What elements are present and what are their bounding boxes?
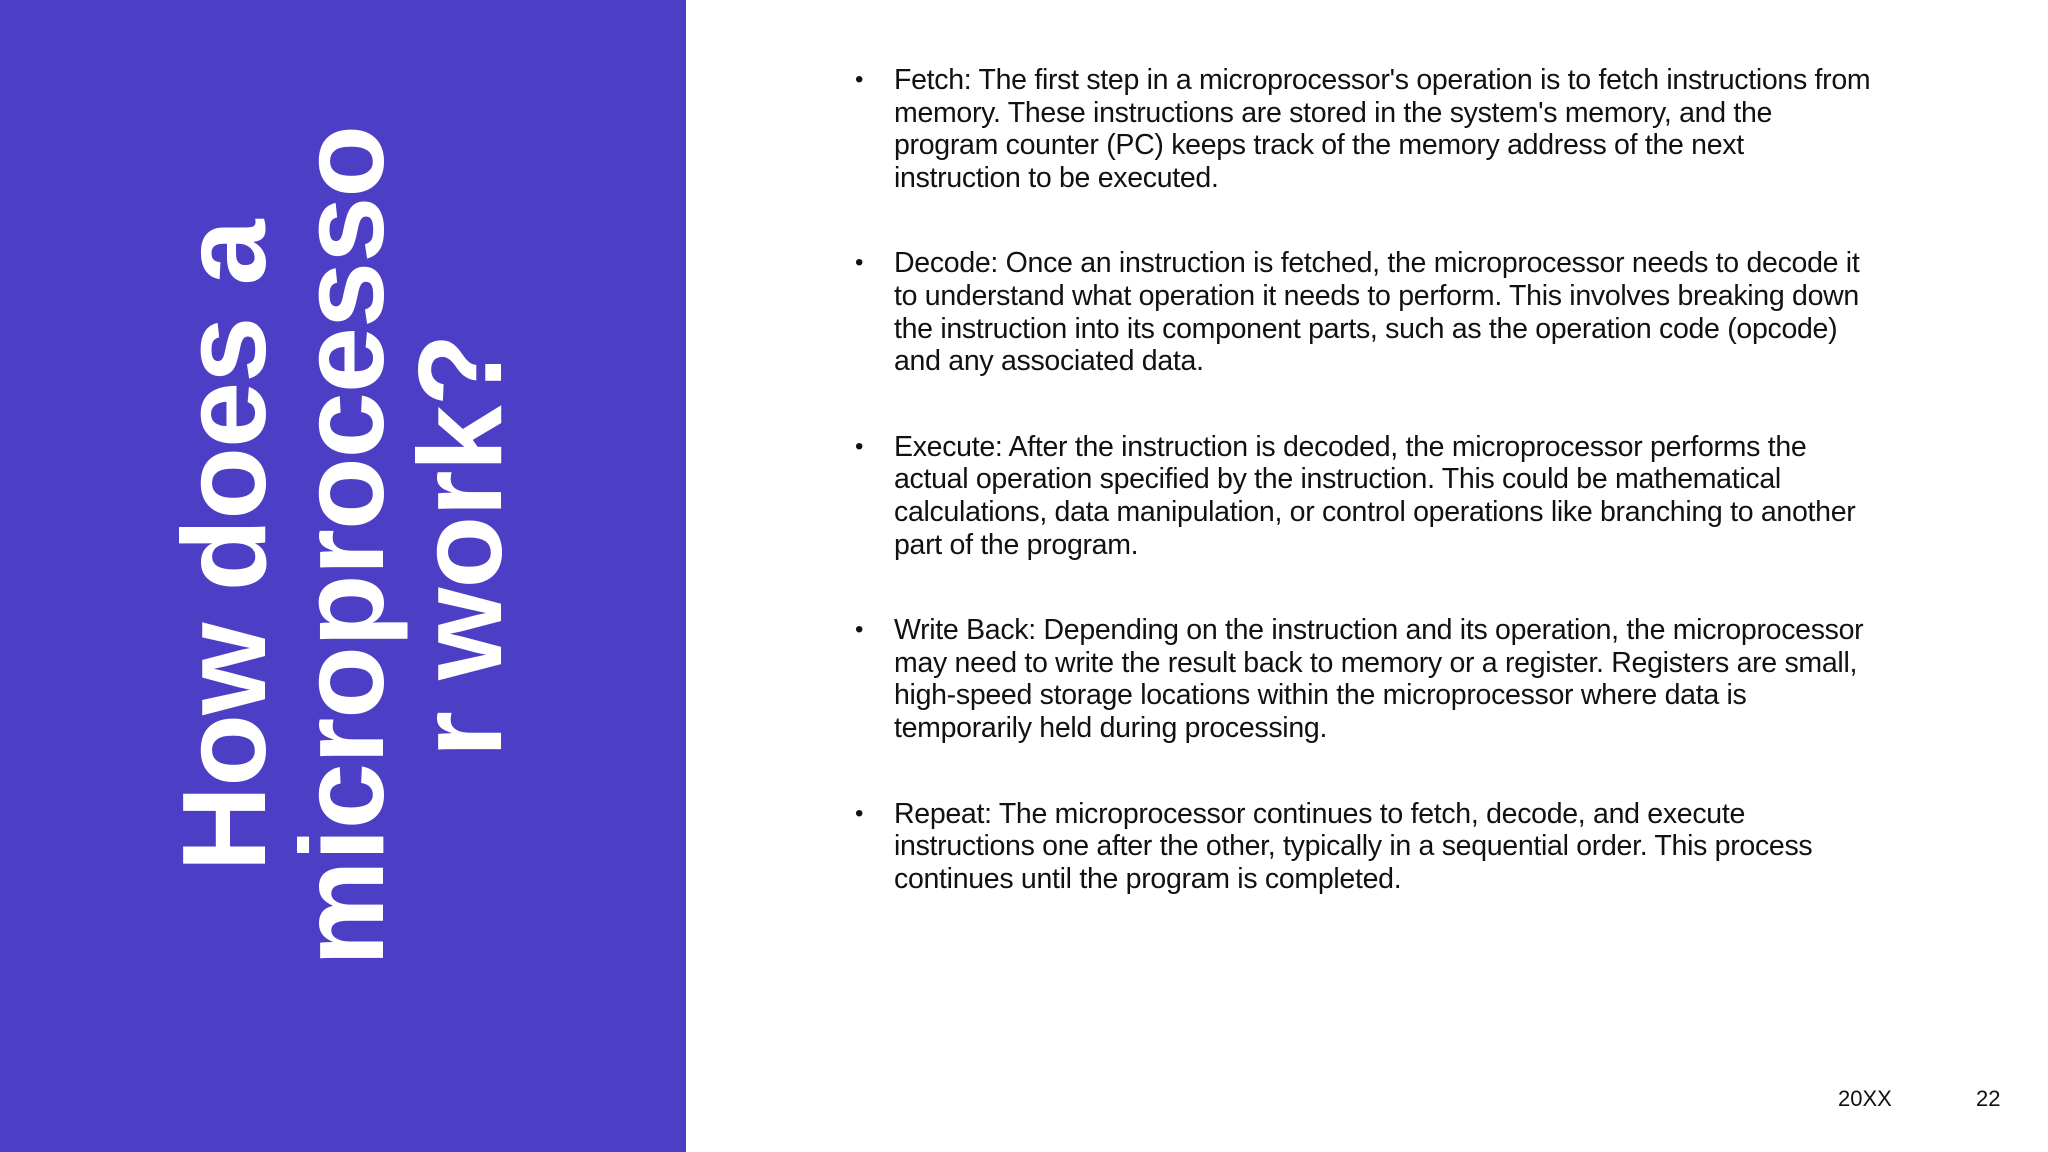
title-panel [0,0,686,1152]
title-line: How does a [158,220,291,872]
bullet-icon: • [855,432,864,460]
bullet-text: Decode: Once an instruction is fetched, the microprocessor needs to decode it to understand what operation it needs to perform. This involves breaking down the instruction into its component parts, such as the operation code (opcode) and any associated data. [894,247,1860,378]
bullet-item-write-back [855,614,1875,744]
slide-title [158,116,527,976]
bullet-item-repeat [855,798,1875,896]
bullet-icon: • [855,799,864,827]
bullet-item-execute [855,431,1875,561]
title-line: microprocesso [276,125,409,967]
bullet-list [855,64,1875,948]
title-line: r work? [394,334,527,758]
bullet-item-fetch [855,64,1875,194]
bullet-text: Fetch: The first step in a microprocessor's operation is to fetch instructions from memory. These instructions are stored in the system's memory, and the program counter (PC) keeps track of the memory address of the next instruction to be executed. [894,64,1871,194]
bullet-text: Execute: After the instruction is decoded, the microprocessor performs the actual operation specified by the instruction. This could be mathematical calculations, data manipulation, or control operations like branching to another part of the program. [894,430,1856,561]
bullet-icon: • [855,616,864,644]
footer-date: 20XX [1838,1086,1892,1111]
bullet-icon: • [855,66,864,93]
bullet-text: Repeat: The microprocessor continues to fetch, decode, and execute instructions one after the other, typically in a sequential order. This process continues until the program is completed. [894,797,1813,895]
bullet-text: Write Back: Depending on the instruction and its operation, the microprocessor may need to write the result back to memory or a register. Registers are small, high-speed storage locations within the microprocessor where data is temporarily held during processing. [894,614,1864,744]
footer-page-number: 22 [1976,1086,2001,1111]
bullet-item-decode [855,247,1875,377]
bullet-icon: • [855,249,864,277]
